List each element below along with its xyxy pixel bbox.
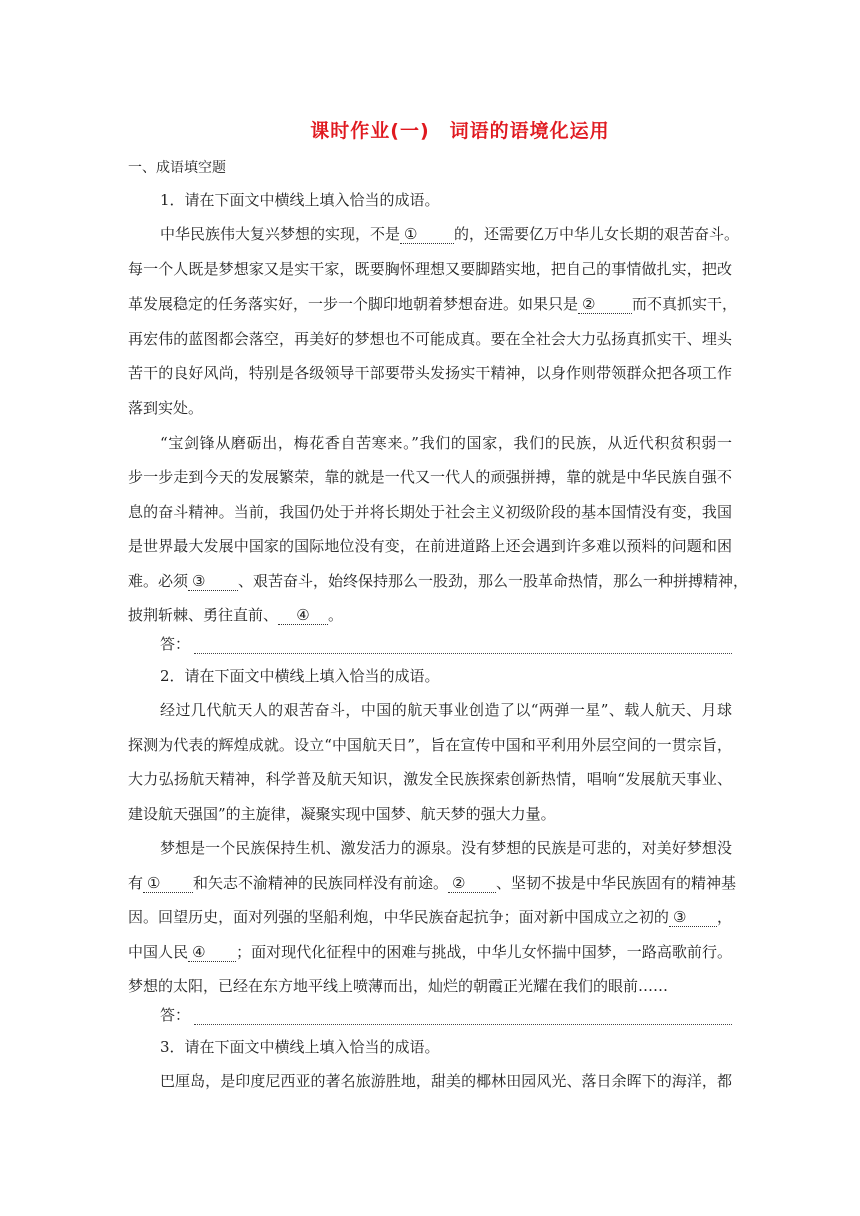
q1-p2-line1: “宝剑锋从磨砺出，梅花香自苦寒来。”我们的国家，我们的民族，从近代积贫积弱一: [160, 434, 732, 452]
q1-p1-line3: 革发展稳定的任务落实好，一步一个脚印地朝着梦想奋进。如果只是 ② 而不真抓实干，: [128, 295, 738, 313]
q3-stem: 3．请在下面文中横线上填入恰当的成语。: [160, 1038, 440, 1056]
q2-stem: 2．请在下面文中横线上填入恰当的成语。: [160, 667, 440, 685]
q1-stem: 1．请在下面文中横线上填入恰当的成语。: [160, 191, 440, 209]
q1-p1-line5: 苦干的良好风尚，特别是各级领导干部要带头发扬实干精神，以身作则带领群众把各项工作: [128, 364, 732, 382]
q2-p1-line1: 经过几代航天人的艰苦奋斗，中国的航天事业创造了以“两弹一星”、载人航天、月球: [160, 701, 732, 719]
q3-line1: 巴厘岛，是印度尼西亚的著名旅游胜地，甜美的椰林田园风光、落日余晖下的海洋，都: [160, 1072, 732, 1090]
q1-p2-line2: 步一步走到今天的发展繁荣，靠的就是一代又一代人的顽强拼搏，靠的就是中华民族自强不: [128, 468, 732, 486]
q1-p2-line3: 息的奋斗精神。当前，我国仍处于并将长期处于社会主义初级阶段的基本国情没有变，我国: [128, 503, 732, 521]
q1-p1-line6: 落到实处。: [128, 399, 204, 417]
q1-p2-line4: 是世界最大发展中国家的国际地位没有变，在前进道路上还会遇到许多难以预料的问题和困: [128, 537, 732, 555]
q1-p1-line4: 再宏伟的蓝图都会落空，再美好的梦想也不可能成真。要在全社会大力弘扬真抓实干、埋头: [128, 330, 732, 348]
q1-p2-line6: 披荆斩棘、勇往直前、 ④ 。: [128, 606, 344, 624]
answer-label: 答：: [160, 635, 191, 653]
page-title: [0, 116, 860, 143]
blank-3: ③: [188, 572, 238, 591]
section-heading: 一、成语填空题: [128, 160, 226, 176]
q2-p2-line5: 梦想的太阳，已经在东方地平线上喷薄而出，灿烂的朝霞正光耀在我们的眼前……: [128, 977, 669, 995]
title-lesson: 课时作业(一): [310, 120, 430, 142]
q2-p1-line4: 建设航天强国”的主旋律，凝聚实现中国梦、航天梦的强大力量。: [128, 805, 556, 823]
q1-p1-line2: 每一个人既是梦想家又是实干家，既要胸怀理想又要脚踏实地，把自己的事情做扎实，把改: [128, 260, 732, 278]
q1-answer-line[interactable]: [160, 634, 732, 654]
q2-answer-line[interactable]: [160, 1005, 732, 1025]
blank-2: ②: [578, 295, 632, 314]
q2-p2-line2: 有 ① 和矢志不渝精神的民族同样没有前途。 ② 、坚韧不拔是中华民族固有的精神基: [128, 874, 737, 892]
q2-p1-line3: 大力弘扬航天精神，科学普及航天知识，激发全民族探索创新热情，唱响“发展航天事业、: [128, 770, 732, 788]
blank-4: ④: [188, 943, 236, 962]
blank-1: ①: [143, 874, 193, 893]
q2-p2-line1: 梦想是一个民族保持生机、激发活力的源泉。没有梦想的民族是可悲的，对美好梦想没: [160, 839, 732, 857]
title-topic: 词语的语境化运用: [449, 120, 610, 142]
q2-p2-line4: 中国人民 ④ ；面对现代化征程中的困难与挑战，中华儿女怀揣中国梦，一路高歌前行。: [128, 943, 732, 961]
q2-p1-line2: 探测为代表的辉煌成就。设立“中国航天日”，旨在宣传中国和平利用外层空间的一贯宗旨，: [128, 736, 732, 754]
q1-p1-line1: 中华民族伟大复兴梦想的实现，不是 ① 的，还需要亿万中华儿女长期的艰苦奋斗。: [160, 225, 740, 243]
blank-1: ①: [400, 225, 454, 244]
blank-4: ④: [278, 606, 328, 625]
answer-label: 答：: [160, 1006, 191, 1024]
blank-3: ③: [669, 908, 717, 927]
q1-p2-line5: 难。必须 ③ 、艰苦奋斗，始终保持那么一股劲，那么一股革命热情，那么一种拼搏精神，: [128, 572, 749, 590]
blank-2: ②: [448, 874, 496, 893]
q2-p2-line3: 因。回望历史，面对列强的坚船利炮，中华民族奋起抗争；面对新中国成立之初的 ③ ，: [128, 908, 732, 926]
answer-blank[interactable]: [194, 639, 732, 654]
answer-blank[interactable]: [194, 1010, 732, 1025]
